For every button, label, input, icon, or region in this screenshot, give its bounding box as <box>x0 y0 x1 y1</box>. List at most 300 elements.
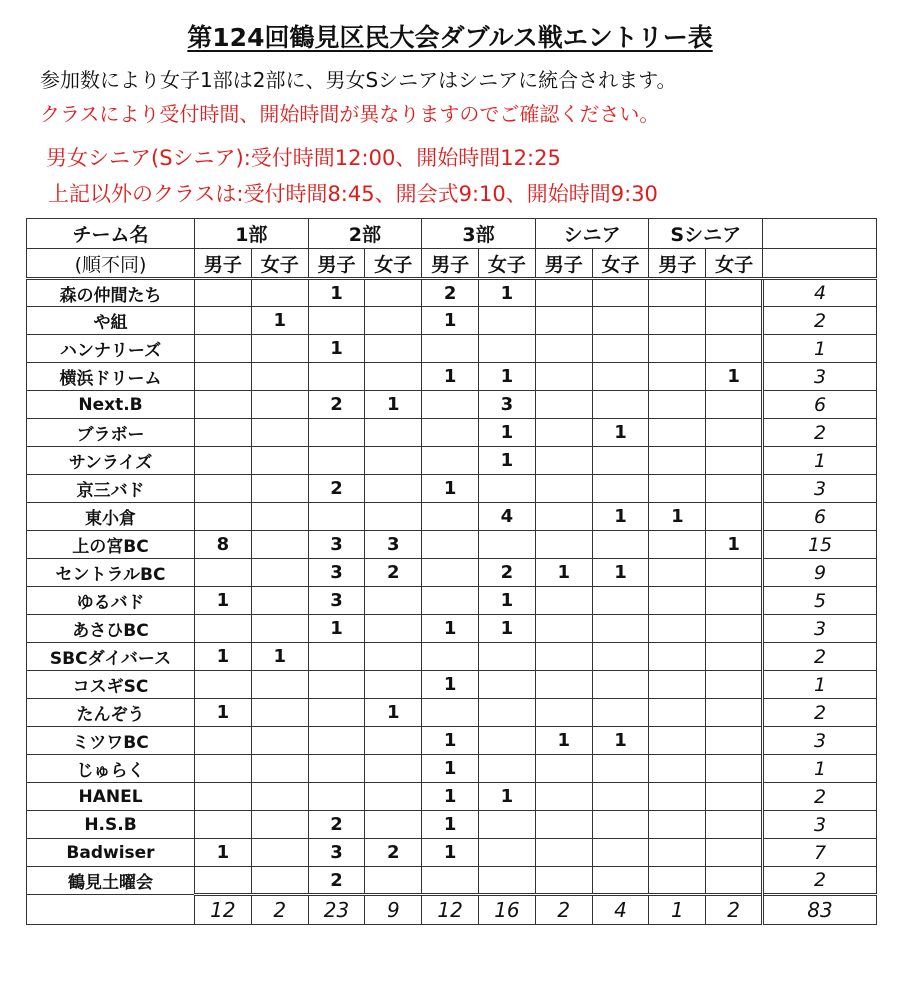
table-row <box>27 335 877 363</box>
entry-count-cell <box>365 643 422 671</box>
entry-count-cell <box>535 419 592 447</box>
note-senior-time: 男女シニア(Sシニア):受付時間12:00、開始時間12:25 <box>46 146 561 170</box>
entry-count-cell <box>535 531 592 559</box>
entry-count-cell <box>365 867 422 895</box>
division-header-s-senior: Sシニア <box>649 219 763 249</box>
team-name: や組 <box>27 307 195 335</box>
team-name: サンライズ <box>27 447 195 475</box>
table-row <box>27 587 877 615</box>
entry-count-cell <box>195 307 252 335</box>
entry-count-cell <box>706 783 763 811</box>
team-name: 上の宮BC <box>27 531 195 559</box>
entry-count-cell <box>251 615 308 643</box>
table-row <box>27 475 877 503</box>
page-title: 第124回鶴見区民大会ダブルス戦エントリー表 <box>187 23 713 52</box>
entry-count-cell <box>308 307 365 335</box>
entry-count-cell <box>535 363 592 391</box>
gender-header: 男子 <box>535 249 592 279</box>
gender-header: 女子 <box>365 249 422 279</box>
entry-count-cell: 1 <box>479 783 536 811</box>
total-header <box>763 219 877 249</box>
entry-count-cell <box>592 699 649 727</box>
column-total: 4 <box>592 895 649 925</box>
entry-count-cell <box>479 839 536 867</box>
entry-count-cell <box>649 727 706 755</box>
team-name: ブラボー <box>27 419 195 447</box>
entry-count-cell <box>422 643 479 671</box>
entry-count-cell <box>422 391 479 419</box>
entry-count-cell <box>592 587 649 615</box>
entry-count-cell <box>308 755 365 783</box>
entry-count-cell <box>479 699 536 727</box>
entry-count-cell <box>308 643 365 671</box>
entry-count-cell: 2 <box>365 839 422 867</box>
entry-count-cell: 1 <box>592 503 649 531</box>
note-merge: 参加数により女子1部は2部に、男女Sシニアはシニアに統合されます。 <box>40 68 677 92</box>
entry-count-cell: 1 <box>308 615 365 643</box>
entry-count-cell <box>479 475 536 503</box>
entry-count-cell <box>592 279 649 307</box>
entry-count-cell <box>195 503 252 531</box>
entry-count-cell <box>365 783 422 811</box>
entry-count-cell <box>365 419 422 447</box>
team-total: 2 <box>763 783 877 811</box>
team-name: たんぞう <box>27 699 195 727</box>
entry-count-cell <box>422 531 479 559</box>
team-name: あさひBC <box>27 615 195 643</box>
table-row <box>27 727 877 755</box>
entry-count-cell: 4 <box>479 503 536 531</box>
entry-count-cell <box>479 335 536 363</box>
entry-count-cell <box>251 503 308 531</box>
entry-count-cell: 1 <box>479 419 536 447</box>
table-row <box>27 699 877 727</box>
entry-count-cell <box>592 671 649 699</box>
team-header: チーム名 <box>27 219 195 249</box>
entry-count-cell <box>195 447 252 475</box>
team-total: 6 <box>763 503 877 531</box>
entry-count-cell: 1 <box>422 615 479 643</box>
entry-count-cell <box>251 447 308 475</box>
team-total: 1 <box>763 671 877 699</box>
team-total: 3 <box>763 475 877 503</box>
entry-count-cell: 1 <box>365 391 422 419</box>
entry-count-cell <box>535 615 592 643</box>
entry-table <box>26 218 877 925</box>
total-subheader <box>763 249 877 279</box>
team-total: 2 <box>763 699 877 727</box>
entry-count-cell <box>251 839 308 867</box>
entry-count-cell: 3 <box>308 587 365 615</box>
entry-count-cell <box>535 783 592 811</box>
table-row <box>27 419 877 447</box>
entry-count-cell <box>649 335 706 363</box>
entry-count-cell <box>479 867 536 895</box>
entry-count-cell <box>592 867 649 895</box>
gender-header: 男子 <box>649 249 706 279</box>
entry-count-cell <box>251 727 308 755</box>
entry-count-cell <box>535 643 592 671</box>
entry-count-cell: 1 <box>422 727 479 755</box>
entry-count-cell <box>592 475 649 503</box>
column-total: 23 <box>308 895 365 925</box>
entry-count-cell: 1 <box>422 475 479 503</box>
entry-count-cell <box>365 363 422 391</box>
entry-count-cell <box>308 783 365 811</box>
entry-count-cell <box>195 811 252 839</box>
entry-count-cell <box>649 811 706 839</box>
entry-count-cell <box>308 419 365 447</box>
entry-count-cell <box>479 755 536 783</box>
team-total: 2 <box>763 643 877 671</box>
entry-count-cell <box>649 279 706 307</box>
entry-count-cell <box>535 671 592 699</box>
entry-count-cell <box>422 699 479 727</box>
gender-header: 男子 <box>422 249 479 279</box>
entry-count-cell <box>592 363 649 391</box>
entry-count-cell <box>422 867 479 895</box>
entry-count-cell <box>592 447 649 475</box>
entry-count-cell: 2 <box>308 867 365 895</box>
entry-count-cell: 3 <box>308 839 365 867</box>
entry-count-cell <box>195 335 252 363</box>
entry-count-cell <box>535 335 592 363</box>
entry-count-cell <box>479 727 536 755</box>
entry-count-cell <box>592 783 649 811</box>
entry-count-cell <box>706 643 763 671</box>
entry-count-cell <box>706 419 763 447</box>
gender-header: 女子 <box>592 249 649 279</box>
team-name: 森の仲間たち <box>27 279 195 307</box>
column-total: 2 <box>535 895 592 925</box>
entry-count-cell: 3 <box>479 391 536 419</box>
entry-count-cell <box>649 783 706 811</box>
entry-count-cell <box>422 503 479 531</box>
entry-count-cell <box>706 587 763 615</box>
entry-count-cell <box>195 755 252 783</box>
entry-count-cell <box>649 839 706 867</box>
entry-count-cell: 1 <box>422 671 479 699</box>
entry-count-cell <box>535 867 592 895</box>
entry-count-cell <box>535 839 592 867</box>
column-total: 12 <box>422 895 479 925</box>
entry-count-cell <box>649 699 706 727</box>
division-header-row <box>27 219 877 249</box>
team-name: SBCダイバース <box>27 643 195 671</box>
entry-count-cell: 1 <box>649 503 706 531</box>
entry-count-cell <box>649 559 706 587</box>
table-row <box>27 503 877 531</box>
entry-count-cell <box>422 335 479 363</box>
column-total: 9 <box>365 895 422 925</box>
entry-count-cell <box>706 615 763 643</box>
table-row <box>27 615 877 643</box>
entry-count-cell <box>592 531 649 559</box>
team-name: 東小倉 <box>27 503 195 531</box>
entry-count-cell: 2 <box>365 559 422 587</box>
entry-count-cell: 1 <box>422 363 479 391</box>
entry-count-cell <box>251 475 308 503</box>
table-row <box>27 531 877 559</box>
entry-count-cell <box>251 867 308 895</box>
team-total: 2 <box>763 419 877 447</box>
division-header-2: 2部 <box>308 219 422 249</box>
entry-count-cell <box>649 755 706 783</box>
team-name: じゅらく <box>27 755 195 783</box>
entry-count-cell <box>365 615 422 643</box>
entry-count-cell <box>706 671 763 699</box>
team-total: 3 <box>763 811 877 839</box>
entry-count-cell: 1 <box>479 615 536 643</box>
entry-count-cell <box>365 447 422 475</box>
entry-count-cell <box>706 503 763 531</box>
entry-count-cell <box>592 391 649 419</box>
entry-count-cell: 1 <box>422 755 479 783</box>
entry-count-cell <box>706 811 763 839</box>
entry-count-cell: 1 <box>479 363 536 391</box>
entry-count-cell <box>649 671 706 699</box>
entry-count-cell <box>251 783 308 811</box>
team-total: 2 <box>763 867 877 895</box>
entry-count-cell <box>706 559 763 587</box>
table-row <box>27 447 877 475</box>
entry-count-cell <box>195 475 252 503</box>
entry-count-cell <box>535 475 592 503</box>
entry-count-cell <box>649 643 706 671</box>
column-total: 1 <box>649 895 706 925</box>
entry-count-cell <box>649 363 706 391</box>
entry-count-cell <box>251 531 308 559</box>
team-total: 3 <box>763 727 877 755</box>
note-other-time: 上記以外のクラスは:受付時間8:45、開会式9:10、開始時間9:30 <box>48 182 658 206</box>
column-total: 2 <box>706 895 763 925</box>
entry-count-cell <box>592 335 649 363</box>
gender-header-row <box>27 249 877 279</box>
entry-count-cell <box>649 531 706 559</box>
entry-count-cell <box>308 699 365 727</box>
team-total: 1 <box>763 335 877 363</box>
entry-count-cell <box>649 587 706 615</box>
entry-count-cell: 1 <box>308 335 365 363</box>
entry-count-cell <box>422 559 479 587</box>
entry-count-cell <box>535 811 592 839</box>
team-total: 5 <box>763 587 877 615</box>
entry-count-cell <box>251 363 308 391</box>
entry-count-cell: 3 <box>365 531 422 559</box>
entry-count-cell <box>365 475 422 503</box>
team-total: 6 <box>763 391 877 419</box>
gender-header: 女子 <box>479 249 536 279</box>
entry-count-cell: 1 <box>592 559 649 587</box>
entry-count-cell <box>479 643 536 671</box>
entry-count-cell <box>251 279 308 307</box>
entry-count-cell: 1 <box>592 727 649 755</box>
entry-count-cell: 1 <box>422 811 479 839</box>
entry-count-cell <box>535 755 592 783</box>
table-row <box>27 755 877 783</box>
team-name: セントラルBC <box>27 559 195 587</box>
entry-count-cell: 1 <box>422 839 479 867</box>
team-total: 7 <box>763 839 877 867</box>
entry-count-cell <box>365 587 422 615</box>
entry-count-cell <box>251 587 308 615</box>
entry-count-cell <box>706 755 763 783</box>
entry-count-cell: 1 <box>479 447 536 475</box>
entry-count-cell <box>422 447 479 475</box>
division-header-senior: シニア <box>535 219 649 249</box>
team-name: 京三バド <box>27 475 195 503</box>
entry-count-cell <box>535 699 592 727</box>
entry-count-cell <box>592 839 649 867</box>
entry-count-cell <box>706 447 763 475</box>
entry-count-cell: 1 <box>251 643 308 671</box>
entry-count-cell: 1 <box>251 307 308 335</box>
entry-count-cell <box>706 335 763 363</box>
table-row <box>27 867 877 895</box>
table-row <box>27 279 877 307</box>
team-total: 9 <box>763 559 877 587</box>
division-header-1: 1部 <box>195 219 309 249</box>
entry-count-cell <box>365 307 422 335</box>
entry-count-cell <box>479 531 536 559</box>
entry-count-cell <box>479 671 536 699</box>
entry-count-cell <box>308 671 365 699</box>
entry-count-cell <box>535 391 592 419</box>
team-name: HANEL <box>27 783 195 811</box>
entry-count-cell <box>195 363 252 391</box>
table-row <box>27 783 877 811</box>
entry-count-cell <box>195 419 252 447</box>
entry-count-cell: 2 <box>422 279 479 307</box>
team-name: H.S.B <box>27 811 195 839</box>
team-name: コスギSC <box>27 671 195 699</box>
entry-count-cell <box>365 503 422 531</box>
grand-total: 83 <box>763 895 877 925</box>
entry-count-cell <box>422 419 479 447</box>
table-row <box>27 671 877 699</box>
entry-count-cell <box>308 363 365 391</box>
entry-count-cell <box>308 727 365 755</box>
entry-count-cell <box>479 811 536 839</box>
entry-count-cell <box>649 475 706 503</box>
entry-count-cell <box>308 503 365 531</box>
entry-count-cell <box>592 811 649 839</box>
column-total: 16 <box>479 895 536 925</box>
team-name: 鶴見土曜会 <box>27 867 195 895</box>
division-header-3: 3部 <box>422 219 536 249</box>
entry-count-cell <box>706 391 763 419</box>
team-total: 4 <box>763 279 877 307</box>
entry-count-cell: 1 <box>479 279 536 307</box>
team-total: 2 <box>763 307 877 335</box>
entry-count-cell <box>592 643 649 671</box>
table-row <box>27 643 877 671</box>
entry-count-cell <box>195 867 252 895</box>
entry-count-cell: 2 <box>308 811 365 839</box>
table-row <box>27 307 877 335</box>
team-subheader: (順不同) <box>27 249 195 279</box>
team-name: ハンナリーズ <box>27 335 195 363</box>
entry-count-cell <box>251 391 308 419</box>
entry-count-cell <box>251 699 308 727</box>
entry-count-cell <box>706 699 763 727</box>
entry-count-cell <box>251 811 308 839</box>
entry-count-cell <box>251 755 308 783</box>
entry-count-cell <box>365 671 422 699</box>
entry-count-cell <box>535 279 592 307</box>
entry-count-cell <box>649 307 706 335</box>
gender-header: 男子 <box>308 249 365 279</box>
entry-count-cell <box>195 727 252 755</box>
entry-count-cell: 1 <box>195 699 252 727</box>
entry-count-cell <box>195 783 252 811</box>
entry-count-cell <box>251 335 308 363</box>
entry-count-cell <box>535 503 592 531</box>
table-row <box>27 811 877 839</box>
team-total: 1 <box>763 447 877 475</box>
entry-count-cell: 1 <box>195 839 252 867</box>
entry-count-cell <box>649 391 706 419</box>
entry-count-cell: 1 <box>195 643 252 671</box>
entry-count-cell <box>649 419 706 447</box>
team-total: 3 <box>763 363 877 391</box>
entry-count-cell: 1 <box>479 587 536 615</box>
entry-count-cell: 1 <box>592 419 649 447</box>
entry-count-cell: 8 <box>195 531 252 559</box>
team-total: 15 <box>763 531 877 559</box>
gender-header: 男子 <box>195 249 252 279</box>
team-name: Badwiser <box>27 839 195 867</box>
entry-count-cell <box>365 335 422 363</box>
table-row <box>27 839 877 867</box>
column-total: 12 <box>195 895 252 925</box>
entry-count-cell <box>195 559 252 587</box>
entry-count-cell <box>706 727 763 755</box>
entry-count-cell <box>535 587 592 615</box>
entry-count-cell <box>706 839 763 867</box>
entry-count-cell <box>308 447 365 475</box>
entry-count-cell: 1 <box>195 587 252 615</box>
column-totals-row <box>27 895 877 925</box>
entry-count-cell <box>365 279 422 307</box>
entry-count-cell: 1 <box>535 727 592 755</box>
entry-count-cell <box>649 447 706 475</box>
entry-count-cell <box>649 867 706 895</box>
entry-count-cell <box>479 307 536 335</box>
table-row <box>27 363 877 391</box>
team-name: ゆるバド <box>27 587 195 615</box>
table-row <box>27 391 877 419</box>
team-total: 3 <box>763 615 877 643</box>
totals-label-cell <box>27 895 195 925</box>
entry-count-cell <box>592 307 649 335</box>
entry-count-cell <box>422 587 479 615</box>
entry-count-cell: 1 <box>535 559 592 587</box>
entry-count-cell <box>706 475 763 503</box>
entry-count-cell <box>592 755 649 783</box>
entry-count-cell: 1 <box>706 531 763 559</box>
entry-count-cell <box>251 671 308 699</box>
entry-count-cell <box>365 811 422 839</box>
gender-header: 女子 <box>706 249 763 279</box>
entry-count-cell: 3 <box>308 531 365 559</box>
entry-count-cell <box>195 279 252 307</box>
entry-count-cell: 2 <box>308 475 365 503</box>
entry-count-cell: 2 <box>308 391 365 419</box>
entry-count-cell <box>365 727 422 755</box>
note-confirm: クラスにより受付時間、開始時間が異なりますのでご確認ください。 <box>40 102 660 126</box>
gender-header: 女子 <box>251 249 308 279</box>
